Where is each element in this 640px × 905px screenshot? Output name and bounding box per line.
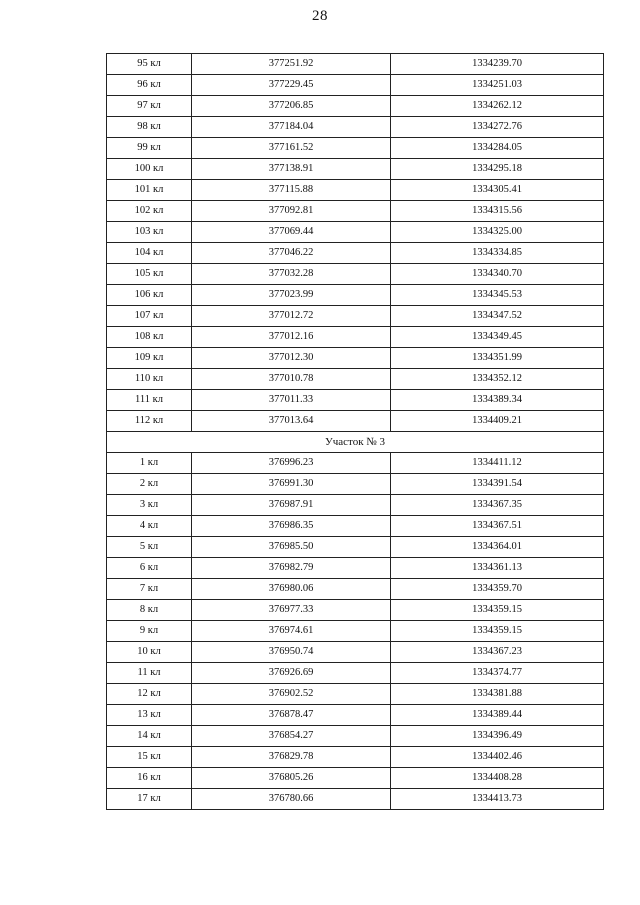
coordinates-table <box>106 53 604 810</box>
x-coordinate-cell: 377012.16 <box>192 327 391 348</box>
x-coordinate-cell: 376950.74 <box>192 642 391 663</box>
table-row <box>107 96 604 117</box>
y-coordinate-cell: 1334239.70 <box>391 54 604 75</box>
y-coordinate-cell: 1334305.41 <box>391 180 604 201</box>
y-coordinate-cell: 1334325.00 <box>391 222 604 243</box>
point-cell: 12 кл <box>107 684 192 705</box>
table-row <box>107 75 604 96</box>
point-cell: 100 кл <box>107 159 192 180</box>
y-coordinate-cell: 1334367.23 <box>391 642 604 663</box>
point-cell: 2 кл <box>107 474 192 495</box>
x-coordinate-cell: 376991.30 <box>192 474 391 495</box>
point-cell: 7 кл <box>107 579 192 600</box>
x-coordinate-cell: 377012.30 <box>192 348 391 369</box>
y-coordinate-cell: 1334340.70 <box>391 264 604 285</box>
y-coordinate-cell: 1334402.46 <box>391 747 604 768</box>
y-coordinate-cell: 1334272.76 <box>391 117 604 138</box>
x-coordinate-cell: 377032.28 <box>192 264 391 285</box>
y-coordinate-cell: 1334359.15 <box>391 621 604 642</box>
point-cell: 107 кл <box>107 306 192 327</box>
x-coordinate-cell: 377069.44 <box>192 222 391 243</box>
table-row <box>107 789 604 810</box>
y-coordinate-cell: 1334349.45 <box>391 327 604 348</box>
point-cell: 6 кл <box>107 558 192 579</box>
point-cell: 17 кл <box>107 789 192 810</box>
table-row <box>107 474 604 495</box>
y-coordinate-cell: 1334389.34 <box>391 390 604 411</box>
y-coordinate-cell: 1334409.21 <box>391 411 604 432</box>
table-row <box>107 705 604 726</box>
table-row <box>107 159 604 180</box>
y-coordinate-cell: 1334295.18 <box>391 159 604 180</box>
point-cell: 102 кл <box>107 201 192 222</box>
y-coordinate-cell: 1334413.73 <box>391 789 604 810</box>
y-coordinate-cell: 1334345.53 <box>391 285 604 306</box>
table-row <box>107 390 604 411</box>
point-cell: 109 кл <box>107 348 192 369</box>
table-row <box>107 453 604 474</box>
section-title: Участок № 3 <box>107 432 604 453</box>
y-coordinate-cell: 1334396.49 <box>391 726 604 747</box>
table-row <box>107 138 604 159</box>
table-row <box>107 369 604 390</box>
y-coordinate-cell: 1334251.03 <box>391 75 604 96</box>
y-coordinate-cell: 1334359.15 <box>391 600 604 621</box>
point-cell: 4 кл <box>107 516 192 537</box>
x-coordinate-cell: 376985.50 <box>192 537 391 558</box>
point-cell: 106 кл <box>107 285 192 306</box>
y-coordinate-cell: 1334334.85 <box>391 243 604 264</box>
section-row <box>107 432 604 453</box>
x-coordinate-cell: 377046.22 <box>192 243 391 264</box>
point-cell: 16 кл <box>107 768 192 789</box>
point-cell: 101 кл <box>107 180 192 201</box>
x-coordinate-cell: 376829.78 <box>192 747 391 768</box>
x-coordinate-cell: 377229.45 <box>192 75 391 96</box>
x-coordinate-cell: 376878.47 <box>192 705 391 726</box>
y-coordinate-cell: 1334411.12 <box>391 453 604 474</box>
point-cell: 96 кл <box>107 75 192 96</box>
x-coordinate-cell: 376780.66 <box>192 789 391 810</box>
point-cell: 103 кл <box>107 222 192 243</box>
point-cell: 111 кл <box>107 390 192 411</box>
x-coordinate-cell: 376805.26 <box>192 768 391 789</box>
y-coordinate-cell: 1334284.05 <box>391 138 604 159</box>
x-coordinate-cell: 376977.33 <box>192 600 391 621</box>
table-row <box>107 327 604 348</box>
table-row <box>107 117 604 138</box>
x-coordinate-cell: 376987.91 <box>192 495 391 516</box>
table-row <box>107 537 604 558</box>
x-coordinate-cell: 376854.27 <box>192 726 391 747</box>
table-row <box>107 222 604 243</box>
point-cell: 13 кл <box>107 705 192 726</box>
x-coordinate-cell: 376926.69 <box>192 663 391 684</box>
x-coordinate-cell: 377023.99 <box>192 285 391 306</box>
point-cell: 11 кл <box>107 663 192 684</box>
point-cell: 10 кл <box>107 642 192 663</box>
point-cell: 105 кл <box>107 264 192 285</box>
table-row <box>107 180 604 201</box>
x-coordinate-cell: 377013.64 <box>192 411 391 432</box>
y-coordinate-cell: 1334367.35 <box>391 495 604 516</box>
table-row <box>107 726 604 747</box>
x-coordinate-cell: 377092.81 <box>192 201 391 222</box>
point-cell: 5 кл <box>107 537 192 558</box>
point-cell: 1 кл <box>107 453 192 474</box>
x-coordinate-cell: 377138.91 <box>192 159 391 180</box>
table-row <box>107 54 604 75</box>
y-coordinate-cell: 1334389.44 <box>391 705 604 726</box>
x-coordinate-cell: 376902.52 <box>192 684 391 705</box>
y-coordinate-cell: 1334391.54 <box>391 474 604 495</box>
y-coordinate-cell: 1334351.99 <box>391 348 604 369</box>
point-cell: 8 кл <box>107 600 192 621</box>
y-coordinate-cell: 1334364.01 <box>391 537 604 558</box>
x-coordinate-cell: 377012.72 <box>192 306 391 327</box>
point-cell: 97 кл <box>107 96 192 117</box>
y-coordinate-cell: 1334262.12 <box>391 96 604 117</box>
table-row <box>107 558 604 579</box>
point-cell: 15 кл <box>107 747 192 768</box>
table-row <box>107 747 604 768</box>
table-row <box>107 516 604 537</box>
table-row <box>107 642 604 663</box>
table-row <box>107 264 604 285</box>
table-row <box>107 285 604 306</box>
y-coordinate-cell: 1334315.56 <box>391 201 604 222</box>
point-cell: 108 кл <box>107 327 192 348</box>
table-row <box>107 495 604 516</box>
x-coordinate-cell: 377010.78 <box>192 369 391 390</box>
point-cell: 104 кл <box>107 243 192 264</box>
x-coordinate-cell: 377184.04 <box>192 117 391 138</box>
y-coordinate-cell: 1334359.70 <box>391 579 604 600</box>
coordinates-table-body <box>107 54 604 810</box>
x-coordinate-cell: 376996.23 <box>192 453 391 474</box>
y-coordinate-cell: 1334408.28 <box>391 768 604 789</box>
x-coordinate-cell: 377115.88 <box>192 180 391 201</box>
table-row <box>107 348 604 369</box>
y-coordinate-cell: 1334367.51 <box>391 516 604 537</box>
point-cell: 99 кл <box>107 138 192 159</box>
table-row <box>107 663 604 684</box>
point-cell: 112 кл <box>107 411 192 432</box>
y-coordinate-cell: 1334361.13 <box>391 558 604 579</box>
x-coordinate-cell: 376974.61 <box>192 621 391 642</box>
point-cell: 3 кл <box>107 495 192 516</box>
x-coordinate-cell: 377206.85 <box>192 96 391 117</box>
x-coordinate-cell: 377011.33 <box>192 390 391 411</box>
point-cell: 98 кл <box>107 117 192 138</box>
x-coordinate-cell: 376980.06 <box>192 579 391 600</box>
point-cell: 9 кл <box>107 621 192 642</box>
y-coordinate-cell: 1334347.52 <box>391 306 604 327</box>
table-row <box>107 768 604 789</box>
point-cell: 14 кл <box>107 726 192 747</box>
y-coordinate-cell: 1334374.77 <box>391 663 604 684</box>
x-coordinate-cell: 377251.92 <box>192 54 391 75</box>
table-row <box>107 306 604 327</box>
x-coordinate-cell: 376982.79 <box>192 558 391 579</box>
y-coordinate-cell: 1334352.12 <box>391 369 604 390</box>
point-cell: 110 кл <box>107 369 192 390</box>
table-row <box>107 243 604 264</box>
y-coordinate-cell: 1334381.88 <box>391 684 604 705</box>
point-cell: 95 кл <box>107 54 192 75</box>
table-row <box>107 411 604 432</box>
table-row <box>107 201 604 222</box>
x-coordinate-cell: 376986.35 <box>192 516 391 537</box>
page-number: 28 <box>312 8 328 24</box>
table-row <box>107 684 604 705</box>
x-coordinate-cell: 377161.52 <box>192 138 391 159</box>
table-row <box>107 600 604 621</box>
table-row <box>107 579 604 600</box>
table-row <box>107 621 604 642</box>
